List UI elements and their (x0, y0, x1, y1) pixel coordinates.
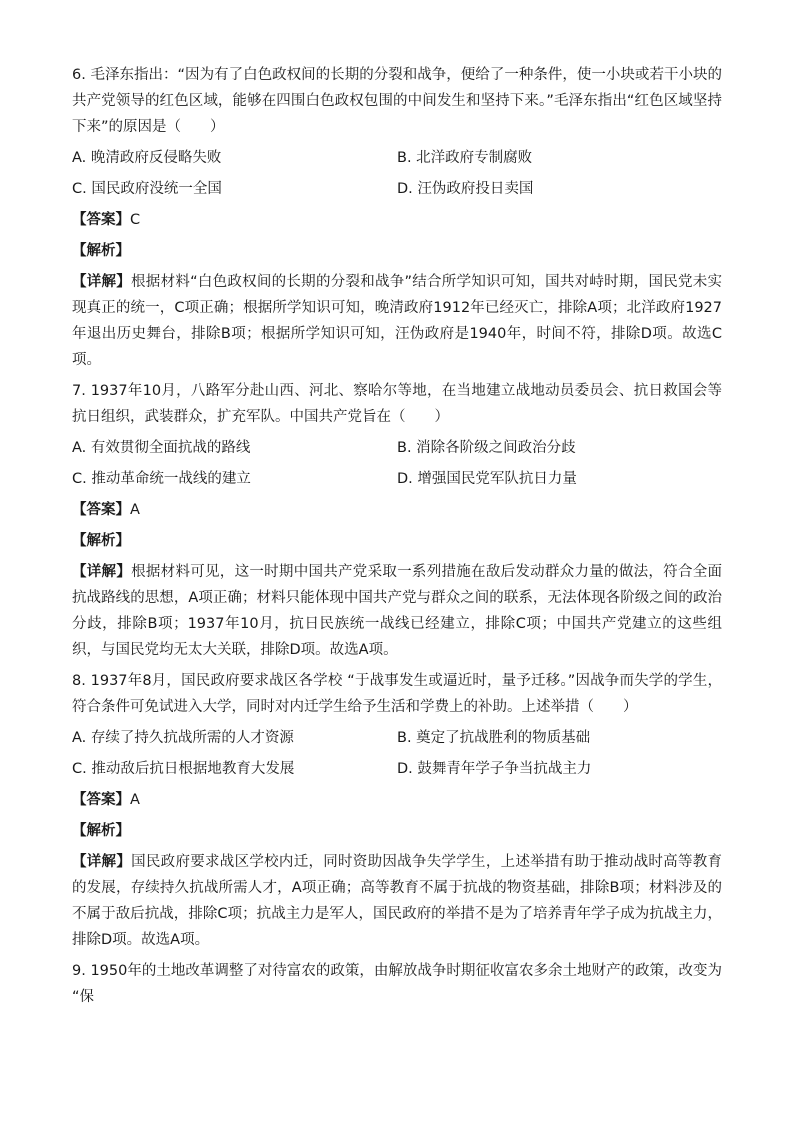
detail-text: 国民政府要求战区学校内迁，同时资助因战争失学学生，上述举措有助于推动战时高等教育的发展，存续持久抗战所需人才，A项正确；高等教育不属于抗战的物资基础，排除B项；材料涉及的不属于敌后抗战，排除C项；抗战主力是军人，国民政府的举措不是为了培养青年学子成为抗战主力，排除D项。故选A项。 (72, 854, 723, 948)
analysis-tag: 【解析】 (72, 243, 130, 259)
option-b: B. 消除各阶级之间政治分歧 (397, 440, 576, 456)
question-stem: 8. 1937年8月，国民政府要求战区各学校 “于战事发生或逼近时，量予迁移。”因战争而失学的学生，符合条件可免试进入大学，同时对内迁学生给予生活和学费上的补助。上述举措（ ） (72, 673, 722, 715)
answer-value: A (130, 792, 140, 808)
option-a: A. 有效贯彻全面抗战的路线 (72, 440, 251, 456)
option-b: B. 北洋政府专制腐败 (397, 150, 533, 166)
options-row (72, 435, 722, 461)
answer-line (72, 787, 722, 813)
option-d: D. 鼓舞青年学子争当抗战主力 (397, 761, 592, 777)
answer-value: A (130, 502, 140, 518)
detail-text: 根据材料“白色政权间的长期的分裂和战争”结合所学知识可知，国共对峙时期，国民党未实现真正的统一，C项正确；根据所学知识可知，晚清政府1912年已经灭亡，排除A项；北洋政府1927年退出历史舞台，排除B项；根据所学知识可知，汪伪政府是1940年，时间不符，排除D项。故选C项。 (72, 274, 722, 368)
option-b: B. 奠定了抗战胜利的物质基础 (397, 730, 591, 746)
answer-tag: 【答案】 (72, 792, 130, 808)
question-8 (72, 668, 722, 953)
answer-value: C (130, 212, 141, 228)
option-d: D. 增强国民党军队抗日力量 (397, 471, 577, 487)
detail-text: 根据材料可见，这一时期中国共产党采取一系列措施在敌后发动群众力量的做法，符合全面抗战路线的思想，A项正确；材料只能体现中国共产党与群众之间的联系，无法体现各阶级之间的政治分歧，排除B项；1937年10月，抗日民族统一战线已经建立，排除C项；中国共产党建立的这些组织，与国民党均无太大关联，排除D项。故选A项。 (72, 564, 723, 658)
option-c: C. 推动敌后抗日根据地教育大发展 (72, 761, 295, 777)
option-a: A. 晚清政府反侵略失败 (72, 150, 222, 166)
document-page (72, 62, 722, 1015)
answer-tag: 【答案】 (72, 212, 130, 228)
option-c: C. 国民政府没统一全国 (72, 181, 222, 197)
options-row (72, 756, 722, 782)
detail-tag: 【详解】 (72, 564, 132, 580)
question-6 (72, 62, 722, 373)
answer-tag: 【答案】 (72, 502, 130, 518)
detail-tag: 【详解】 (72, 854, 132, 870)
options-row (72, 145, 722, 171)
option-a: A. 存续了持久抗战所需的人才资源 (72, 730, 294, 746)
analysis-tag: 【解析】 (72, 823, 130, 839)
detail-paragraph (72, 559, 722, 663)
question-stem: 6. 毛泽东指出：“因为有了白色政权间的长期的分裂和战争，便给了一种条件，使一小块或若干小块的共产党领导的红色区域，能够在四围白色政权包围的中间发生和坚持下来。”毛泽东指出“红色区域坚持下来”的原因是（ ） (72, 67, 722, 135)
question-stem: 7. 1937年10月，八路军分赴山西、河北、察哈尔等地，在当地建立战地动员委员会、抗日救国会等抗日组织，武装群众，扩充军队。中国共产党旨在（ ） (72, 383, 722, 425)
question-9-stem: 9. 1950年的土地改革调整了对待富农的政策，由解放战争时期征收富农多余土地财产的政策，改变为 “保 (72, 963, 722, 1005)
detail-paragraph (72, 849, 722, 953)
option-d: D. 汪伪政府投日卖国 (397, 181, 534, 197)
answer-line (72, 207, 722, 233)
analysis-line (72, 818, 722, 844)
analysis-tag: 【解析】 (72, 533, 130, 549)
detail-paragraph (72, 269, 722, 373)
question-7 (72, 378, 722, 663)
options-row (72, 466, 722, 492)
analysis-line (72, 528, 722, 554)
options-row (72, 176, 722, 202)
option-c: C. 推动革命统一战线的建立 (72, 471, 251, 487)
analysis-line (72, 238, 722, 264)
options-row (72, 725, 722, 751)
answer-line (72, 497, 722, 523)
detail-tag: 【详解】 (72, 274, 132, 290)
